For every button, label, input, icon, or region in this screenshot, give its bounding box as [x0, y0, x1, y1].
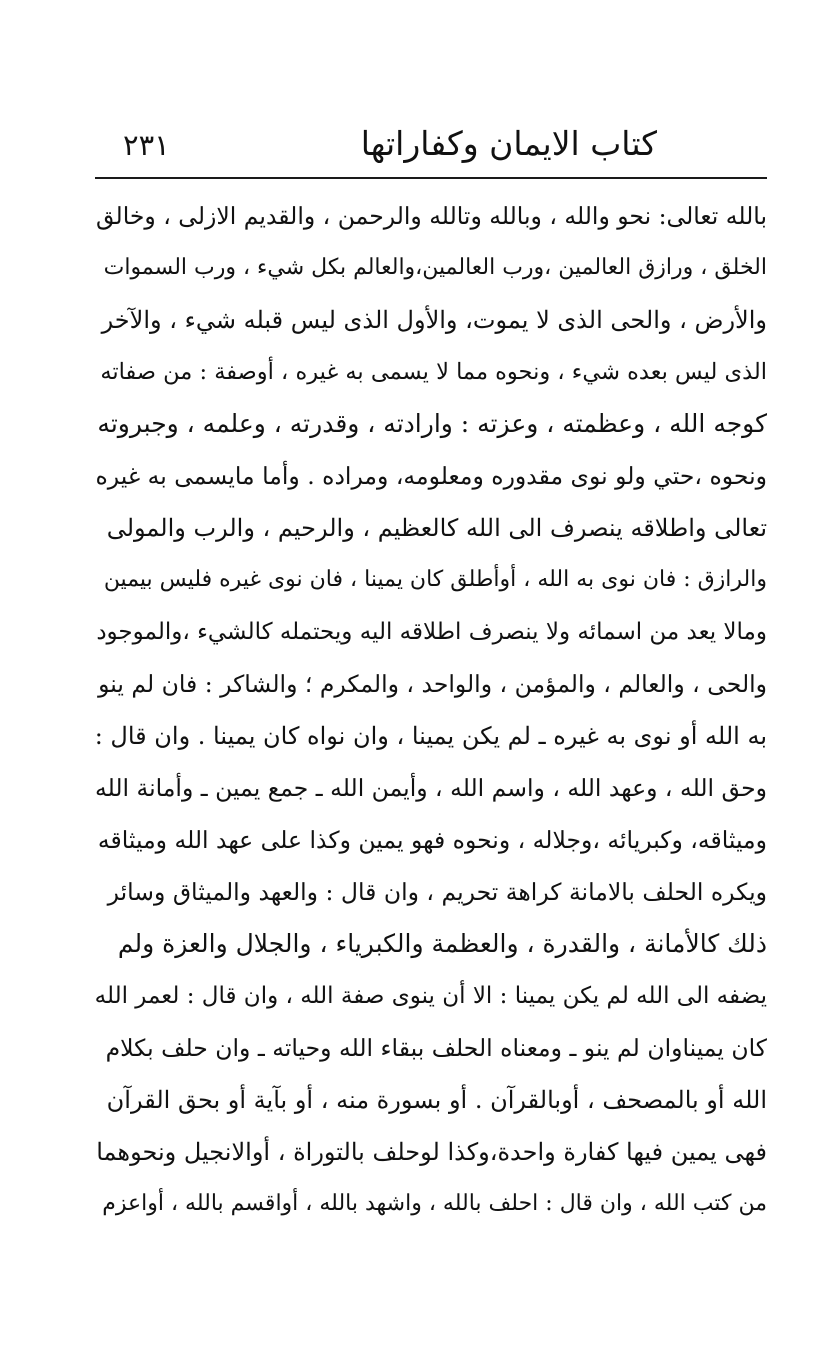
page-number: ٢٣١ — [123, 128, 170, 162]
body-text — [95, 190, 767, 1230]
text-line: ومالا يعد من اسمائه ولا ينصرف اطلاقه اليه ويحتمله كالشيء ،والموجود — [96, 619, 767, 645]
text-line: وميثاقه، وكبريائه ،وجلاله ، ونحوه فهو يمين وكذا على عهد الله وميثاقه — [97, 826, 767, 854]
text-line: فهى يمين فيها كفارة واحدة،وكذا لوحلف بالتوراة ، أوالانجيل ونحوهما — [96, 1138, 767, 1166]
page-header — [95, 118, 767, 178]
text-line: ونحوه ،حتي ولو نوى مقدوره ومعلومه، ومراده . وأما مايسمى به غيره — [95, 462, 767, 490]
text-line: تعالى واطلاقه ينصرف الى الله كالعظيم ، والرحيم ، والرب والمولى — [106, 514, 767, 542]
text-line: الخلق ، ورازق العالمين ،ورب العالمين،والعالم بكل شيء ، ورب السموات — [103, 255, 767, 280]
text-line: كان يميناوان لم ينو ـ ومعناه الحلف ببقاء الله وحياته ـ وان حلف بكلام — [105, 1034, 767, 1062]
text-line: والأرض ، والحى الذى لا يموت، والأول الذى ليس قبله شيء ، والآخر — [101, 306, 767, 334]
text-line: الله أو بالمصحف ، أوبالقرآن . أو بسورة منه ، أو بآية أو بحق القرآن — [106, 1086, 767, 1114]
text-line: كوجه الله ، وعظمته ، وعزته : وارادته ، وقدرته ، وعلمه ، وجبروته — [97, 409, 767, 438]
header-rule — [95, 177, 767, 179]
text-line: به الله أو نوى به غيره ـ لم يكن يمينا ، وان نواه كان يمينا . وان قال : — [95, 722, 767, 750]
text-line: وحق الله ، وعهد الله ، واسم الله ، وأيمن الله ـ جمع يمين ـ وأمانة الله — [95, 774, 767, 802]
text-line: بالله تعالى: نحو والله ، وبالله وتالله والرحمن ، والقديم الازلى ، وخالق — [95, 202, 767, 230]
page-title: كتاب الايمان وكفاراتها — [360, 124, 657, 163]
text-line: والرازق : فان نوى به الله ، أوأطلق كان يمينا ، فان نوى غيره فليس بيمين — [103, 567, 767, 592]
text-line: ذلك كالأمانة ، والقدرة ، والعظمة والكبرياء ، والجلال والعزة ولم — [117, 929, 767, 958]
text-line: من كتب الله ، وان قال : احلف بالله ، واشهد بالله ، أواقسم بالله ، أواعزم — [102, 1191, 767, 1216]
text-line: والحى ، والعالم ، والمؤمن ، والواحد ، والمكرم ؛ والشاكر : فان لم ينو — [98, 670, 767, 698]
text-line: ويكره الحلف بالامانة كراهة تحريم ، وان قال : والعهد والميثاق وسائر — [107, 878, 767, 906]
text-line: الذى ليس بعده شيء ، ونحوه مما لا يسمى به غيره ، أوصفة : من صفاته — [100, 359, 767, 385]
text-line: يضفه الى الله لم يكن يمينا : الا أن ينوى صفة الله ، وان قال : لعمر الله — [95, 983, 767, 1009]
